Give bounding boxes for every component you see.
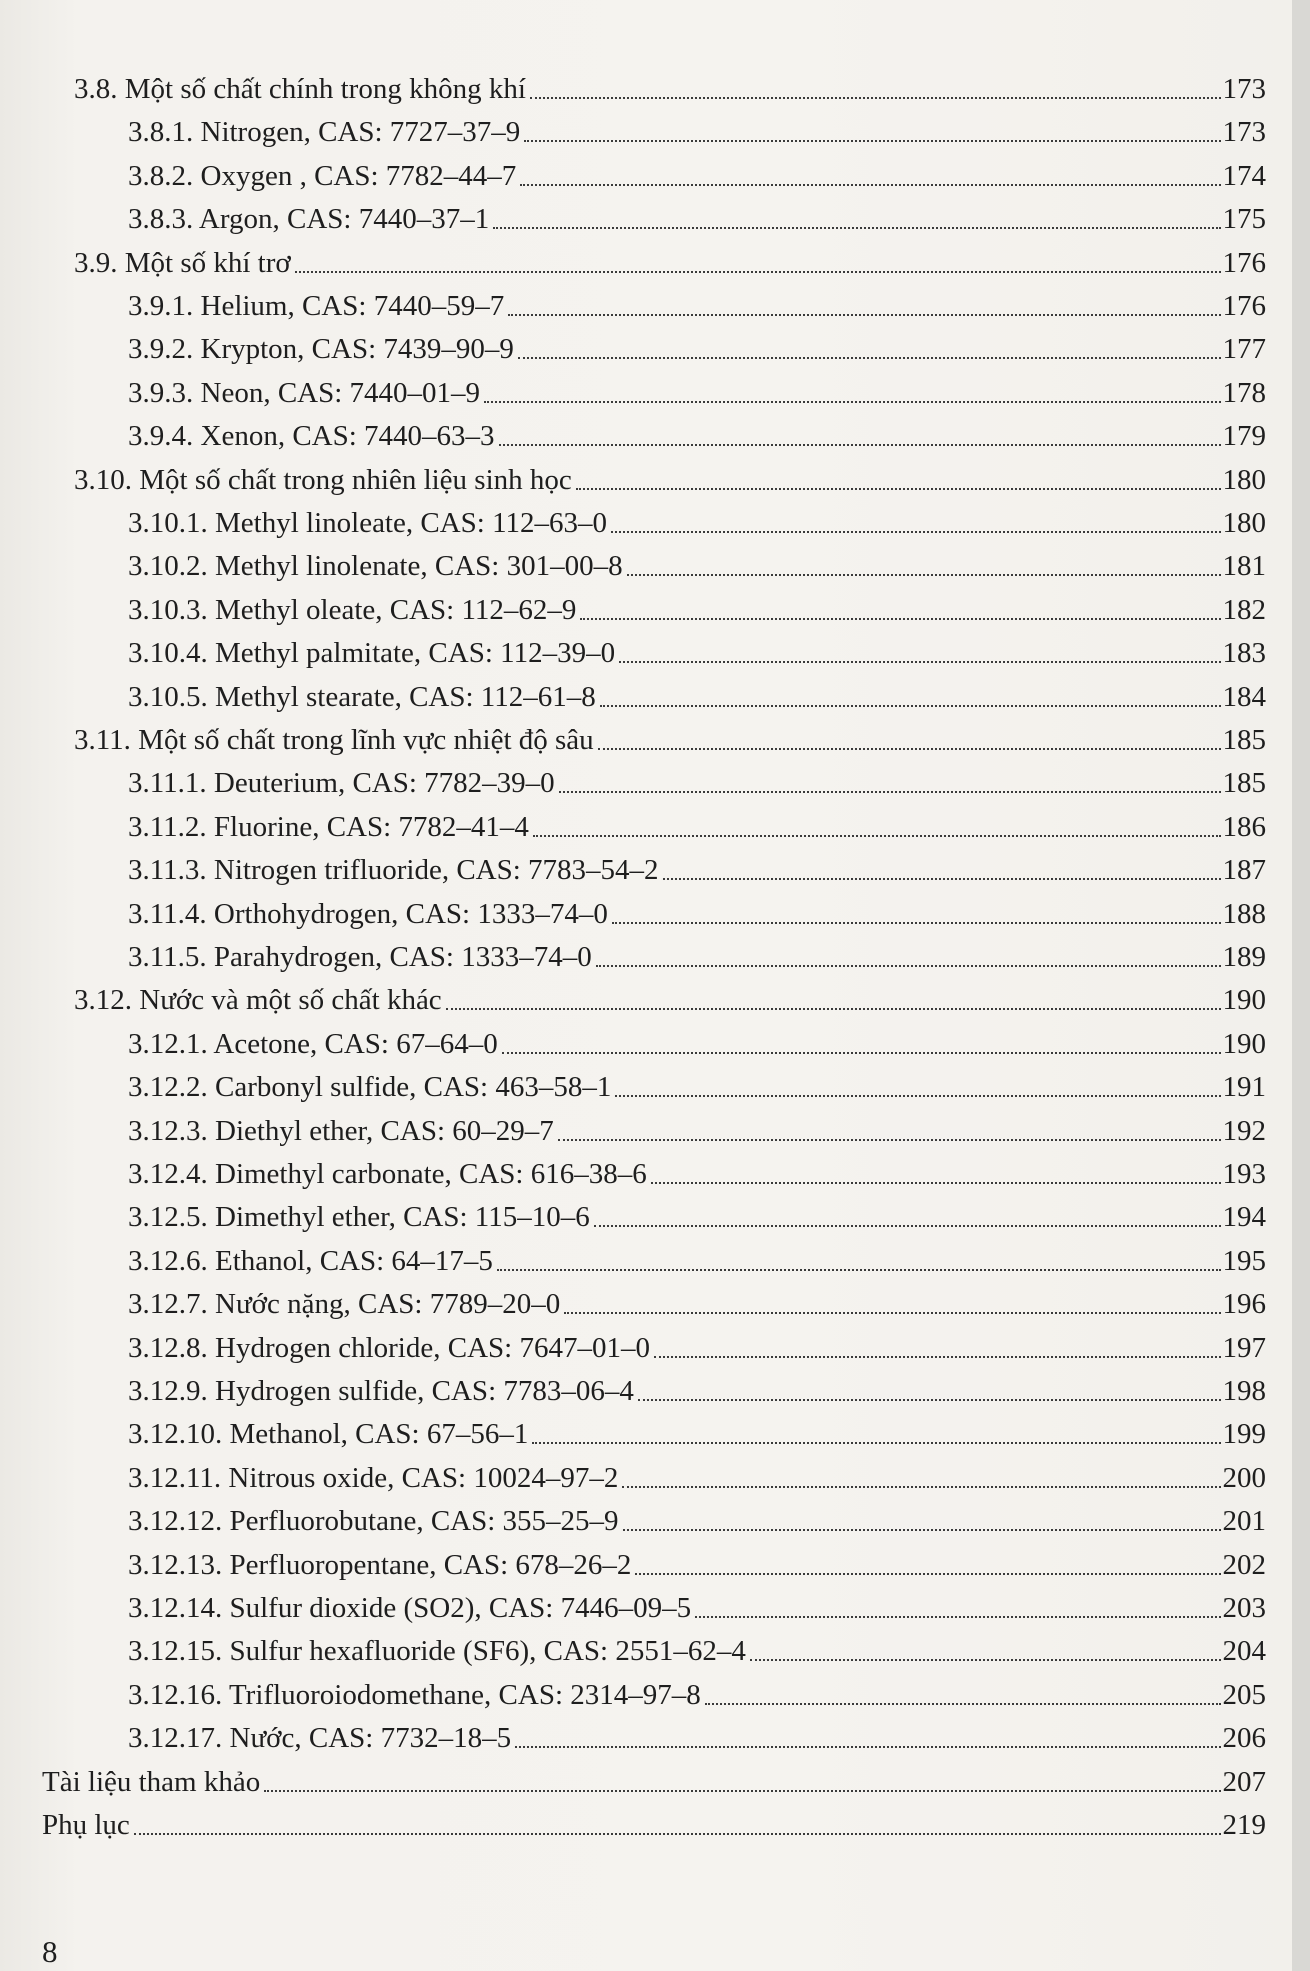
dot-leader	[619, 660, 1220, 663]
toc-entry	[128, 587, 1266, 627]
page-edge	[1292, 0, 1310, 1971]
dot-leader	[134, 1832, 1221, 1835]
toc-entry-page: 196	[1222, 1288, 1266, 1321]
toc-entry-page: 184	[1222, 680, 1266, 713]
toc-entry-page: 173	[1222, 73, 1266, 105]
toc-entry	[128, 1325, 1266, 1365]
toc-entry-title: 3.12.11. Nitrous oxide, CAS: 10024–97–2	[128, 1461, 619, 1494]
toc-entry-page: 205	[1222, 1678, 1266, 1711]
toc-entry	[128, 1455, 1266, 1495]
toc-entry-page: 190	[1222, 1027, 1266, 1060]
toc-entry	[128, 1021, 1266, 1061]
toc-entry	[128, 804, 1266, 844]
toc-entry	[74, 66, 1266, 106]
toc-entry-title: 3.9.2. Krypton, CAS: 7439–90–9	[128, 333, 514, 366]
toc-entry	[128, 760, 1266, 800]
toc-entry	[128, 1715, 1266, 1755]
toc-entry	[128, 1368, 1266, 1408]
toc-entry	[128, 1498, 1266, 1538]
dot-leader	[559, 790, 1221, 793]
toc-entry-title: 3.11.2. Fluorine, CAS: 7782–41–4	[128, 810, 529, 843]
toc-entry-page: 176	[1222, 290, 1266, 322]
dot-leader	[612, 921, 1221, 924]
toc-entry-title: 3.8.3. Argon, CAS: 7440–37–1	[128, 203, 490, 236]
toc-entry	[128, 283, 1266, 323]
dot-leader	[532, 1441, 1220, 1444]
page-number: 8	[42, 1934, 58, 1969]
toc-entry-page: 179	[1222, 420, 1266, 453]
dot-leader	[654, 1355, 1221, 1358]
toc-entry	[128, 630, 1266, 670]
toc-entry-page: 181	[1222, 550, 1266, 583]
dot-leader	[493, 226, 1220, 229]
toc-entry-title: 3.12.4. Dimethyl carbonate, CAS: 616–38–6	[128, 1158, 647, 1190]
toc-entry	[128, 1194, 1266, 1234]
toc-entry-title: 3.11.4. Orthohydrogen, CAS: 1333–74–0	[128, 897, 608, 930]
toc-entry-page: 177	[1222, 333, 1266, 366]
toc-entry	[128, 1411, 1266, 1451]
toc-entry	[128, 847, 1266, 887]
toc-entry-title: 3.12.2. Carbonyl sulfide, CAS: 463–58–1	[128, 1071, 612, 1104]
toc-entry-title: Phụ lục	[42, 1809, 130, 1841]
toc-entry	[128, 196, 1266, 236]
toc-entry	[128, 1542, 1266, 1582]
dot-leader	[446, 1007, 1221, 1010]
toc-entry-page: 191	[1222, 1071, 1266, 1104]
toc-entry-page: 207	[1222, 1765, 1266, 1798]
dot-leader	[705, 1702, 1221, 1705]
toc-entry-page: 219	[1222, 1809, 1266, 1841]
dot-leader	[695, 1615, 1220, 1618]
dot-leader	[651, 1181, 1221, 1184]
toc-entry-page: 180	[1222, 463, 1266, 496]
dot-leader	[638, 1398, 1221, 1401]
toc-entry	[128, 370, 1266, 410]
toc-entry-page: 194	[1222, 1201, 1266, 1234]
dot-leader	[594, 1224, 1221, 1227]
toc-entry-title: 3.12.7. Nước nặng, CAS: 7789–20–0	[128, 1288, 561, 1321]
toc-entry-page: 188	[1222, 897, 1266, 930]
toc-entry-title: 3.11.5. Parahydrogen, CAS: 1333–74–0	[128, 941, 592, 973]
toc-entry-page: 174	[1222, 159, 1266, 192]
dot-leader	[600, 704, 1221, 707]
toc-entry-page: 195	[1222, 1244, 1266, 1277]
toc-entry-page: 185	[1222, 724, 1266, 756]
toc-entry-title: 3.12.12. Perfluorobutane, CAS: 355–25–9	[128, 1505, 619, 1538]
toc-entry-title: 3.12.8. Hydrogen chloride, CAS: 7647–01–0	[128, 1331, 650, 1364]
toc-entry-page: 204	[1222, 1635, 1266, 1668]
toc-entry	[128, 1238, 1266, 1278]
toc-entry-page: 198	[1222, 1375, 1266, 1407]
dot-leader	[580, 617, 1220, 620]
toc-entry-page: 185	[1222, 767, 1266, 800]
toc-entry	[42, 1802, 1266, 1842]
dot-leader	[515, 1745, 1220, 1748]
dot-leader	[533, 834, 1221, 837]
toc-entry	[128, 500, 1266, 540]
dot-leader	[598, 747, 1221, 750]
toc-entry-title: 3.8.2. Oxygen , CAS: 7782–44–7	[128, 159, 517, 192]
toc-entry	[128, 153, 1266, 193]
toc-entry-page: 176	[1222, 246, 1266, 279]
toc-entry	[128, 543, 1266, 583]
toc-entry-page: 175	[1222, 203, 1266, 236]
toc-entry	[128, 1108, 1266, 1148]
dot-leader	[484, 400, 1220, 403]
toc-entry-title: 3.8. Một số chất chính trong không khí	[74, 73, 526, 105]
toc-entry-title: 3.9.1. Helium, CAS: 7440–59–7	[128, 290, 505, 322]
toc-entry-page: 183	[1222, 637, 1266, 670]
toc-entry-title: 3.11. Một số chất trong lĩnh vực nhiệt độ sâu	[74, 724, 594, 756]
dot-leader	[499, 443, 1221, 446]
toc-entry-title: 3.12.13. Perfluoropentane, CAS: 678–26–2	[128, 1548, 632, 1581]
dot-leader	[520, 183, 1220, 186]
toc-entry-title: 3.12.14. Sulfur dioxide (SO2), CAS: 7446–09–5	[128, 1592, 692, 1624]
toc-entry-title: 3.10.1. Methyl linoleate, CAS: 112–63–0	[128, 507, 608, 539]
toc-entry-page: 190	[1222, 984, 1266, 1017]
toc-entry-page: 187	[1222, 854, 1266, 887]
toc-entry-title: 3.12.6. Ethanol, CAS: 64–17–5	[128, 1244, 493, 1277]
dot-leader	[518, 356, 1221, 359]
dot-leader	[524, 139, 1220, 142]
toc-entry-page: 180	[1222, 507, 1266, 539]
toc-entry-page: 197	[1222, 1331, 1266, 1364]
toc-entry	[74, 717, 1266, 757]
toc-entry-page: 193	[1222, 1158, 1266, 1190]
toc-entry-page: 203	[1222, 1592, 1266, 1624]
toc-entry	[128, 1151, 1266, 1191]
toc-entry-title: 3.12.16. Trifluoroiodomethane, CAS: 2314–97–8	[128, 1678, 701, 1711]
dot-leader	[558, 1138, 1221, 1141]
dot-leader	[596, 964, 1221, 967]
toc-entry	[128, 891, 1266, 931]
dot-leader	[623, 1528, 1221, 1531]
toc-entry	[128, 674, 1266, 714]
dot-leader	[508, 313, 1220, 316]
toc-entry	[128, 1628, 1266, 1668]
dot-leader	[295, 270, 1221, 273]
dot-leader	[663, 877, 1221, 880]
dot-leader	[564, 1311, 1220, 1314]
toc-entry-page: 192	[1222, 1114, 1266, 1147]
dot-leader	[611, 530, 1220, 533]
toc-entry-title: 3.10. Một số chất trong nhiên liệu sinh học	[74, 463, 572, 496]
toc-entry	[128, 413, 1266, 453]
toc-entry-title: 3.12.17. Nước, CAS: 7732–18–5	[128, 1722, 512, 1755]
toc-entry-title: 3.12.9. Hydrogen sulfide, CAS: 7783–06–4	[128, 1375, 634, 1407]
dot-leader	[622, 1485, 1220, 1488]
toc-entry-page: 201	[1222, 1505, 1266, 1538]
toc-entry-title: 3.10.3. Methyl oleate, CAS: 112–62–9	[128, 593, 577, 626]
toc-entry-title: 3.8.1. Nitrogen, CAS: 7727–37–9	[128, 116, 521, 149]
toc-entry-title: 3.9.4. Xenon, CAS: 7440–63–3	[128, 420, 495, 453]
toc-entry	[128, 1585, 1266, 1625]
toc-entry	[74, 457, 1266, 497]
toc-entry-title: 3.12.3. Diethyl ether, CAS: 60–29–7	[128, 1114, 554, 1147]
toc-entry-title: 3.12.15. Sulfur hexafluoride (SF6), CAS: 2551–62–4	[128, 1635, 746, 1668]
toc-entry	[74, 977, 1266, 1017]
toc-entry	[128, 934, 1266, 974]
toc-entry	[74, 240, 1266, 280]
toc-entry-title: 3.12.5. Dimethyl ether, CAS: 115–10–6	[128, 1201, 590, 1234]
dot-leader	[497, 1268, 1221, 1271]
toc-entry-title: 3.10.2. Methyl linolenate, CAS: 301–00–8	[128, 550, 623, 583]
toc-entry-page: 178	[1222, 376, 1266, 409]
toc-entry-title: 3.10.4. Methyl palmitate, CAS: 112–39–0	[128, 637, 616, 670]
toc-entry-page: 189	[1222, 941, 1266, 973]
dot-leader	[576, 487, 1221, 490]
toc-entry-title: 3.9. Một số khí trơ	[74, 246, 291, 279]
toc-entry-title: 3.12.10. Methanol, CAS: 67–56–1	[128, 1418, 529, 1451]
toc-entry-page: 200	[1222, 1461, 1266, 1494]
toc-entry	[128, 1064, 1266, 1104]
toc-entry-title: 3.9.3. Neon, CAS: 7440–01–9	[128, 376, 481, 409]
toc-entry	[42, 1759, 1266, 1799]
toc-entry	[128, 326, 1266, 366]
toc-entry-page: 182	[1222, 593, 1266, 626]
toc-entry	[128, 1672, 1266, 1712]
dot-leader	[264, 1789, 1220, 1792]
toc-entry-title: 3.12. Nước và một số chất khác	[74, 984, 442, 1017]
toc-entry-page: 202	[1222, 1548, 1266, 1581]
toc-entry-title: 3.11.1. Deuterium, CAS: 7782–39–0	[128, 767, 555, 800]
toc-entry-page: 186	[1222, 810, 1266, 843]
toc-entry	[128, 1281, 1266, 1321]
dot-leader	[750, 1658, 1221, 1661]
toc-entry	[128, 109, 1266, 149]
dot-leader	[530, 96, 1221, 99]
toc-entry-title: 3.12.1. Acetone, CAS: 67–64–0	[128, 1027, 498, 1060]
toc-entry-page: 173	[1222, 116, 1266, 149]
toc-entry-page: 199	[1222, 1418, 1266, 1451]
dot-leader	[502, 1051, 1221, 1054]
toc-entry-title: Tài liệu tham khảo	[42, 1765, 261, 1798]
toc-entry-title: 3.11.3. Nitrogen trifluoride, CAS: 7783–54–2	[128, 854, 659, 887]
dot-leader	[627, 573, 1221, 576]
dot-leader	[635, 1572, 1220, 1575]
dot-leader	[615, 1094, 1220, 1097]
toc-entry-title: 3.10.5. Methyl stearate, CAS: 112–61–8	[128, 680, 596, 713]
toc-entry-page: 206	[1222, 1722, 1266, 1755]
